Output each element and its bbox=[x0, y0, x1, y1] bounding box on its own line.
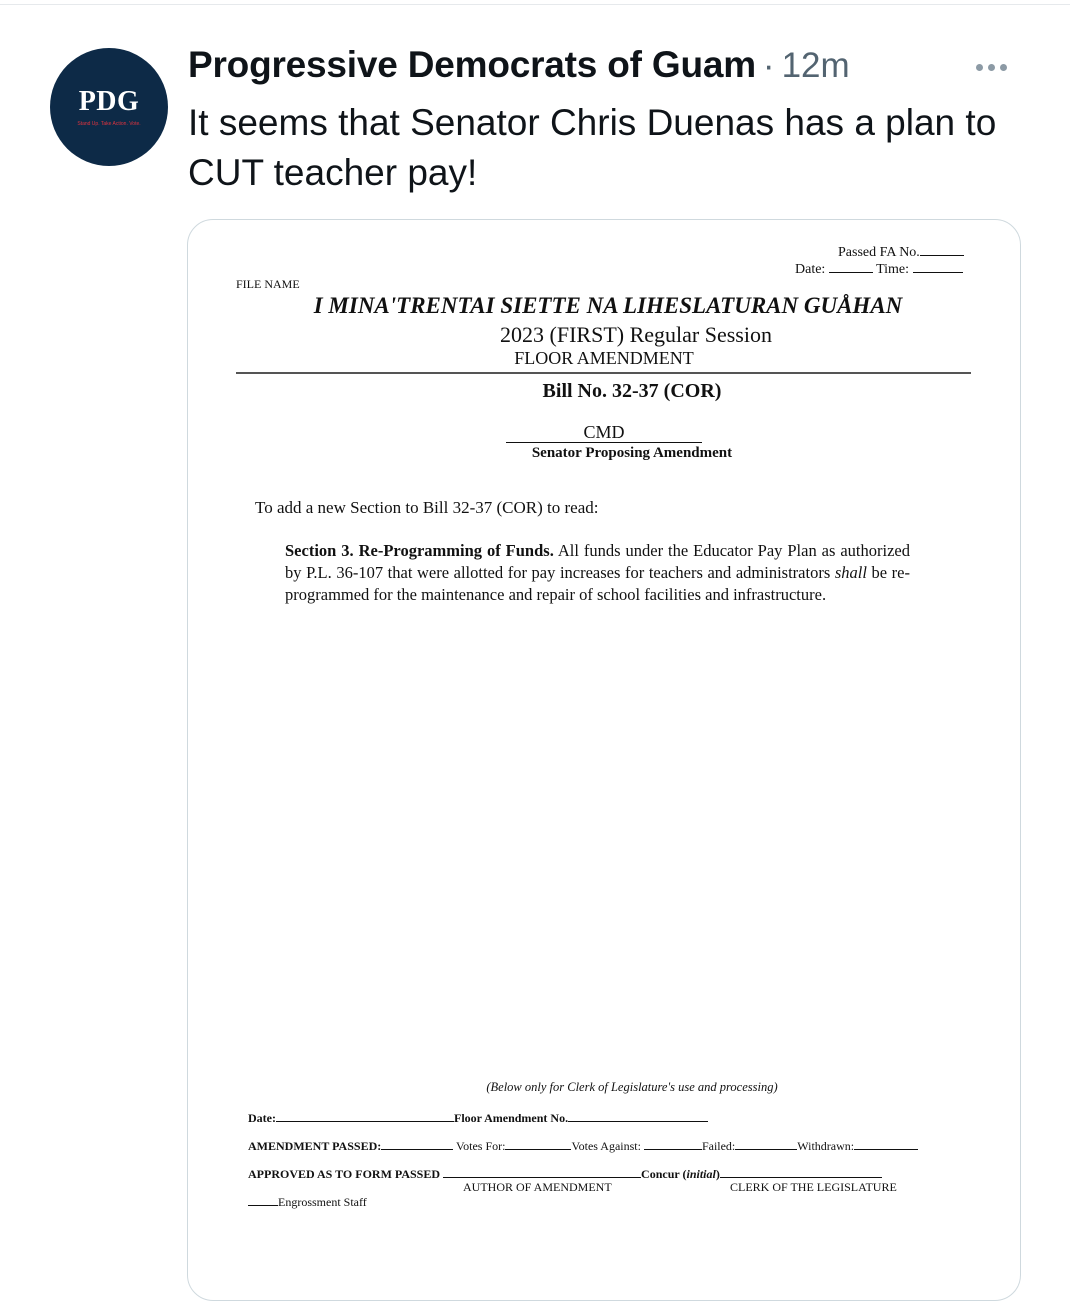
date-label: Date: bbox=[248, 1111, 276, 1125]
blank-line bbox=[829, 261, 873, 273]
blank-line bbox=[276, 1110, 454, 1122]
blank-line bbox=[568, 1110, 708, 1122]
date-time-field bbox=[795, 261, 963, 278]
more-options-icon[interactable] bbox=[976, 60, 1016, 74]
dot bbox=[988, 64, 995, 71]
document-title: I MINA'TRENTAI SIETTE NA LIHESLATURAN GUÅHAN bbox=[313, 293, 903, 318]
blank-line bbox=[920, 244, 964, 256]
blank-line bbox=[505, 1138, 571, 1150]
time-label: Time: bbox=[876, 262, 910, 277]
concur-close: ) bbox=[715, 1167, 720, 1181]
blank-line bbox=[248, 1194, 278, 1206]
section-3-text bbox=[285, 540, 910, 606]
dot bbox=[976, 64, 983, 71]
divider-rule bbox=[236, 372, 971, 374]
dot bbox=[1000, 64, 1007, 71]
file-name: FILE NAME bbox=[236, 277, 300, 291]
session: 2023 (FIRST) Regular Session bbox=[500, 322, 772, 347]
blank-line bbox=[381, 1138, 453, 1150]
top-divider bbox=[0, 4, 1070, 5]
blank-line bbox=[735, 1138, 797, 1150]
blank-line bbox=[443, 1166, 641, 1178]
author-of-amendment-label: AUTHOR OF AMENDMENT bbox=[463, 1180, 612, 1194]
amendment-passed-label: AMENDMENT PASSED: bbox=[248, 1139, 382, 1153]
initial-text: initial bbox=[686, 1167, 716, 1181]
amendment-intro: To add a new Section to Bill 32-37 (COR) to read: bbox=[255, 498, 599, 517]
amendment-document bbox=[188, 220, 1020, 1300]
date-label: Date: bbox=[795, 262, 826, 277]
failed-label: Failed: bbox=[701, 1139, 736, 1153]
avatar[interactable] bbox=[50, 48, 168, 166]
separator-dot: · bbox=[762, 46, 775, 85]
blank-line bbox=[720, 1166, 882, 1178]
votes-against-label: Votes Against: bbox=[571, 1139, 641, 1153]
votes-for-label: Votes For: bbox=[456, 1139, 506, 1153]
section-heading: Section 3. Re-Programming of Funds. bbox=[285, 541, 554, 560]
blank-line bbox=[913, 261, 963, 273]
senator-label: Senator Proposing Amendment bbox=[531, 445, 733, 461]
post-text: It seems that Senator Chris Duenas has a plan to CUT teacher pay! bbox=[188, 102, 997, 193]
senator-initials: CMD bbox=[506, 422, 702, 443]
passed-fa-field bbox=[838, 244, 964, 261]
concur-text: Concur ( bbox=[641, 1167, 687, 1181]
section-body-2: be re-programmed for the maintenance and repair of school facilities and infrastructure. bbox=[285, 563, 910, 604]
post-media-image[interactable] bbox=[187, 219, 1021, 1301]
approved-label: APPROVED AS TO FORM PASSED bbox=[248, 1167, 441, 1181]
section-emphasis: shall bbox=[834, 563, 867, 582]
post-header bbox=[188, 44, 850, 88]
author-name[interactable]: Progressive Democrats of Guam bbox=[188, 44, 756, 85]
floor-amendment-heading: FLOOR AMENDMENT bbox=[514, 348, 694, 368]
form-row-passed bbox=[248, 1138, 918, 1154]
blank-line bbox=[644, 1138, 702, 1150]
blank-line bbox=[854, 1138, 918, 1150]
avatar-logo-text: PDG bbox=[78, 85, 140, 117]
section-body-1: All funds under the Educator Pay Plan as authorized by P.L. 36-107 that were allotted for pay increases for teachers and administrators bbox=[285, 541, 910, 582]
passed-fa-label: Passed FA No. bbox=[838, 245, 920, 260]
concur-label bbox=[641, 1167, 720, 1181]
clerk-note: (Below only for Clerk of Legislature's use and processing) bbox=[486, 1080, 778, 1094]
withdrawn-label: Withdrawn: bbox=[797, 1139, 855, 1153]
bill-number: Bill No. 32-37 (COR) bbox=[542, 380, 722, 402]
engrossment-staff-label: Engrossment Staff bbox=[278, 1195, 367, 1209]
floor-amendment-no-label: Floor Amendment No. bbox=[453, 1111, 569, 1125]
form-row-engrossment bbox=[248, 1194, 367, 1210]
clerk-label: CLERK OF THE LEGISLATURE bbox=[730, 1180, 897, 1194]
form-row-date bbox=[248, 1110, 708, 1126]
post-timestamp[interactable]: 12m bbox=[781, 46, 850, 85]
avatar-tagline: Stand Up. Take Action. Vote. bbox=[77, 120, 141, 127]
